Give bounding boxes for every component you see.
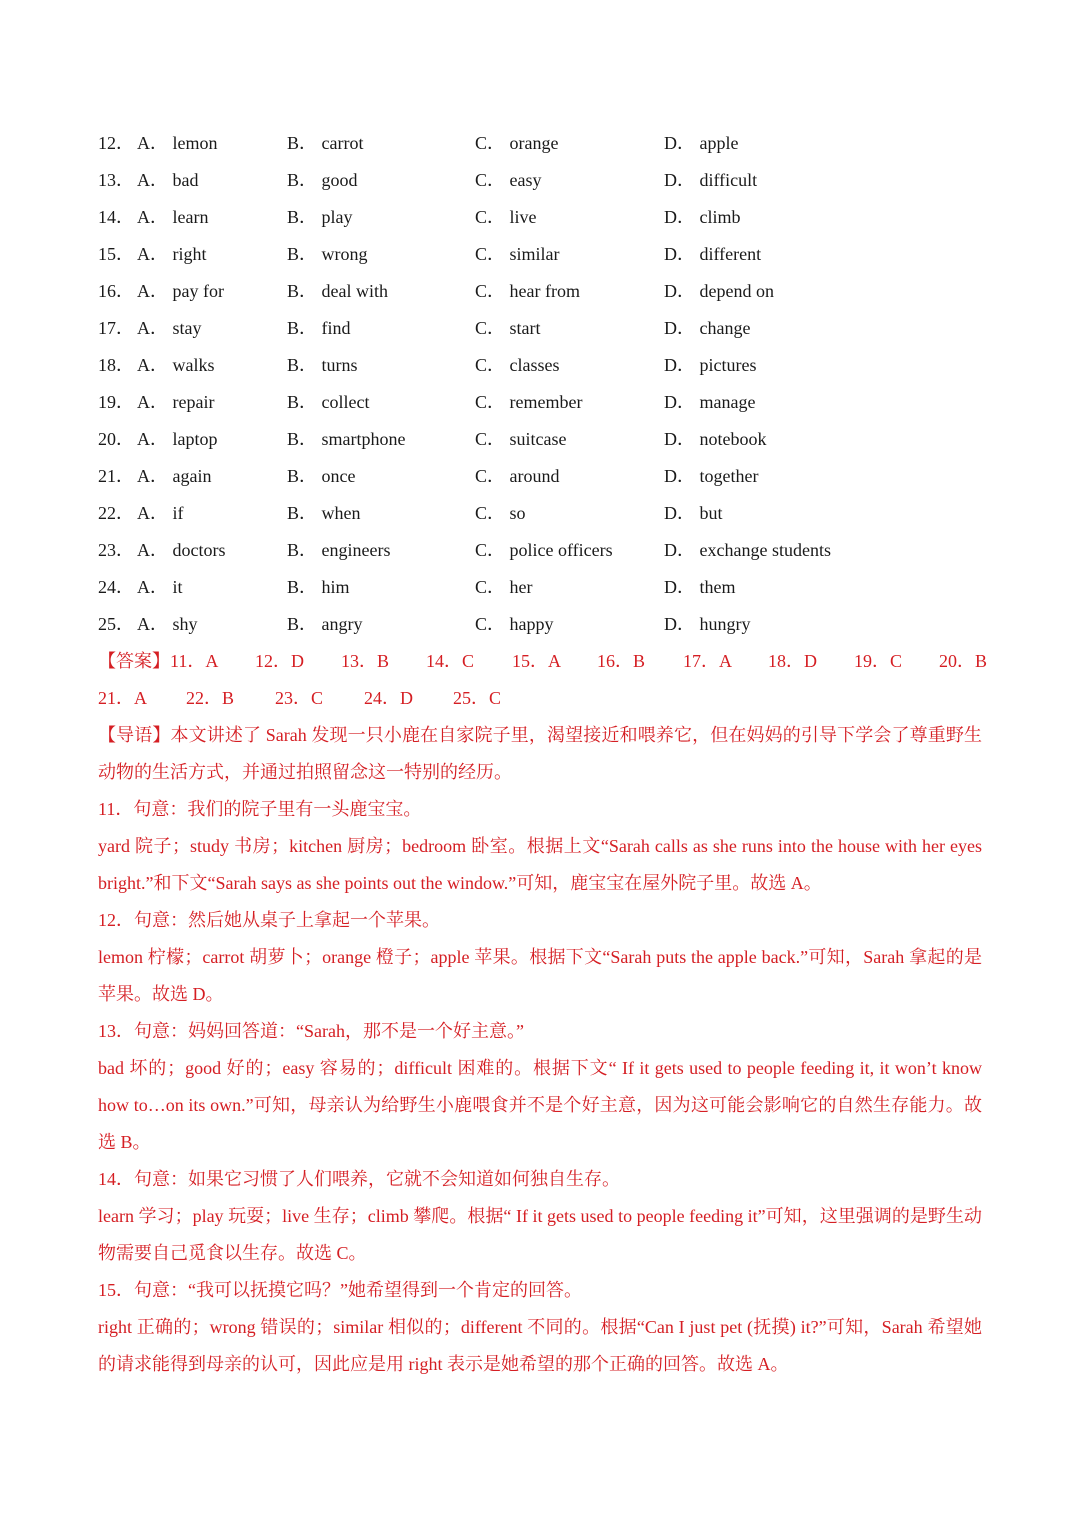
answer-item: 17．A bbox=[683, 651, 732, 671]
option-b: B． angry bbox=[287, 614, 363, 634]
question-row bbox=[98, 606, 998, 643]
question-number: 19． bbox=[98, 392, 134, 412]
option-c: C． police officers bbox=[475, 540, 613, 560]
question-row bbox=[98, 236, 998, 273]
option-b: B． play bbox=[287, 207, 353, 227]
answer-item: 25．C bbox=[453, 688, 502, 708]
option-b: B． once bbox=[287, 466, 356, 486]
option-c: C． classes bbox=[475, 355, 560, 375]
sentence-meaning-12: 12．句意：然后她从桌子上拿起一个苹果。 bbox=[98, 910, 440, 930]
option-a: A． doctors bbox=[137, 540, 226, 560]
explanation-11: yard 院子；study 书房；kitchen 厨房；bedroom 卧室。根据上文“Sarah calls as she runs into the house with her eyes bright.”和下文“Sarah says as she points out the window.”可知，鹿宝宝在屋外院子里。故选 A。 bbox=[98, 836, 982, 893]
question-number: 21． bbox=[98, 466, 134, 486]
option-d: D． pictures bbox=[664, 355, 757, 375]
option-d: D． different bbox=[664, 244, 762, 264]
question-number: 18． bbox=[98, 355, 134, 375]
option-d: D． change bbox=[664, 318, 751, 338]
question-row bbox=[98, 273, 998, 310]
question-number: 20． bbox=[98, 429, 134, 449]
option-b: B． carrot bbox=[287, 133, 364, 153]
option-a: A． laptop bbox=[137, 429, 218, 449]
answer-item: 21．A bbox=[98, 688, 147, 708]
sentence-meaning-13: 13．句意：妈妈回答道：“Sarah，那不是一个好主意。” bbox=[98, 1021, 524, 1041]
question-row bbox=[98, 532, 998, 569]
question-row bbox=[98, 495, 998, 532]
option-c: C． orange bbox=[475, 133, 559, 153]
option-c: C． her bbox=[475, 577, 533, 597]
question-number: 17． bbox=[98, 318, 134, 338]
sentence-meaning-11: 11．句意：我们的院子里有一头鹿宝宝。 bbox=[98, 799, 422, 819]
option-d: D． climb bbox=[664, 207, 741, 227]
option-d: D． them bbox=[664, 577, 736, 597]
answer-item: 18．D bbox=[768, 651, 817, 671]
question-row bbox=[98, 125, 998, 162]
answer-item: 14．C bbox=[426, 651, 475, 671]
question-row bbox=[98, 569, 998, 606]
option-a: A． if bbox=[137, 503, 184, 523]
question-row bbox=[98, 199, 998, 236]
option-c: C． suitcase bbox=[475, 429, 567, 449]
option-b: B． him bbox=[287, 577, 350, 597]
sentence-meaning-15: 15．句意：“我可以抚摸它吗？”她希望得到一个肯定的回答。 bbox=[98, 1280, 582, 1300]
option-a: A． right bbox=[137, 244, 207, 264]
option-c: C． so bbox=[475, 503, 526, 523]
option-b: B． turns bbox=[287, 355, 358, 375]
option-a: A． learn bbox=[137, 207, 209, 227]
question-number: 23． bbox=[98, 540, 134, 560]
option-b: B． find bbox=[287, 318, 351, 338]
answer-item: 11．A bbox=[170, 651, 219, 671]
option-d: D． apple bbox=[664, 133, 739, 153]
answer-item: 15．A bbox=[512, 651, 561, 671]
option-a: A． it bbox=[137, 577, 183, 597]
question-number: 24． bbox=[98, 577, 134, 597]
option-c: C． happy bbox=[475, 614, 554, 634]
option-c: C． remember bbox=[475, 392, 583, 412]
question-row bbox=[98, 421, 998, 458]
option-b: B． deal with bbox=[287, 281, 388, 301]
answer-item: 16．B bbox=[597, 651, 646, 671]
option-a: A． stay bbox=[137, 318, 202, 338]
option-b: B． good bbox=[287, 170, 358, 190]
option-b: B． when bbox=[287, 503, 361, 523]
option-a: A． lemon bbox=[137, 133, 218, 153]
explanation-15: right 正确的；wrong 错误的；similar 相似的；different 不同的。根据“Can I just pet (抚摸) it?”可知，Sarah 希望她的请求能得到母亲的认可，因此应是用 right 表示是她希望的那个正确的回答。故选 A。 bbox=[98, 1317, 982, 1374]
answer-item: 19．C bbox=[854, 651, 903, 671]
option-b: B． collect bbox=[287, 392, 370, 412]
option-d: D． exchange students bbox=[664, 540, 831, 560]
option-d: D． but bbox=[664, 503, 723, 523]
option-a: A． pay for bbox=[137, 281, 224, 301]
option-a: A． walks bbox=[137, 355, 215, 375]
question-number: 22． bbox=[98, 503, 134, 523]
option-d: D． depend on bbox=[664, 281, 774, 301]
option-b: B． engineers bbox=[287, 540, 391, 560]
question-row bbox=[98, 162, 998, 199]
explanation-12: lemon 柠檬；carrot 胡萝卜；orange 橙子；apple 苹果。根据下文“Sarah puts the apple back.”可知，Sarah 拿起的是苹果。故选 D。 bbox=[98, 947, 982, 1004]
answer-key-line bbox=[98, 643, 998, 680]
option-c: C． easy bbox=[475, 170, 542, 190]
option-d: D． hungry bbox=[664, 614, 751, 634]
answer-item: 20．B bbox=[939, 651, 988, 671]
option-b: B． wrong bbox=[287, 244, 368, 264]
question-number: 25． bbox=[98, 614, 134, 634]
question-row bbox=[98, 458, 998, 495]
question-number: 13． bbox=[98, 170, 134, 190]
answer-item: 23．C bbox=[275, 688, 324, 708]
question-number: 14． bbox=[98, 207, 134, 227]
option-a: A． shy bbox=[137, 614, 198, 634]
question-number: 16． bbox=[98, 281, 134, 301]
option-d: D． difficult bbox=[664, 170, 758, 190]
option-a: A． again bbox=[137, 466, 212, 486]
answer-item: 24．D bbox=[364, 688, 413, 708]
answer-label: 【答案】 bbox=[98, 651, 170, 671]
question-number: 15． bbox=[98, 244, 134, 264]
answer-item: 22．B bbox=[186, 688, 235, 708]
explanation-14: learn 学习；play 玩耍；live 生存；climb 攀爬。根据“ If it gets used to people feeding it”可知，这里强调的是野生动物需要自己觅食以生存。故选 C。 bbox=[98, 1206, 982, 1263]
option-d: D． manage bbox=[664, 392, 756, 412]
option-b: B． smartphone bbox=[287, 429, 406, 449]
sentence-meaning-14: 14．句意：如果它习惯了人们喂养，它就不会知道如何独自生存。 bbox=[98, 1169, 620, 1189]
option-d: D． notebook bbox=[664, 429, 767, 449]
option-a: A． bad bbox=[137, 170, 199, 190]
option-d: D． together bbox=[664, 466, 759, 486]
option-c: C． similar bbox=[475, 244, 560, 264]
answer-key-line bbox=[98, 680, 998, 717]
option-c: C． around bbox=[475, 466, 560, 486]
option-c: C． hear from bbox=[475, 281, 580, 301]
option-c: C． start bbox=[475, 318, 541, 338]
explanation-13: bad 坏的；good 好的；easy 容易的；difficult 困难的。根据下文“ If it gets used to people feeding it, it won’t know how to…on its own.”可知，母亲认为给野生小鹿喂食并不是个好主意，因为这可能会影响它的自然生存能力。故选 B。 bbox=[98, 1058, 982, 1152]
answer-item: 12．D bbox=[255, 651, 304, 671]
option-c: C． live bbox=[475, 207, 537, 227]
answer-item: 13．B bbox=[341, 651, 390, 671]
question-number: 12． bbox=[98, 133, 134, 153]
question-row bbox=[98, 384, 998, 421]
question-row bbox=[98, 347, 998, 384]
option-a: A． repair bbox=[137, 392, 215, 412]
intro-paragraph: 【导语】本文讲述了 Sarah 发现一只小鹿在自家院子里，渴望接近和喂养它，但在妈妈的引导下学会了尊重野生动物的生活方式，并通过拍照留念这一特别的经历。 bbox=[98, 725, 982, 782]
question-row bbox=[98, 310, 998, 347]
